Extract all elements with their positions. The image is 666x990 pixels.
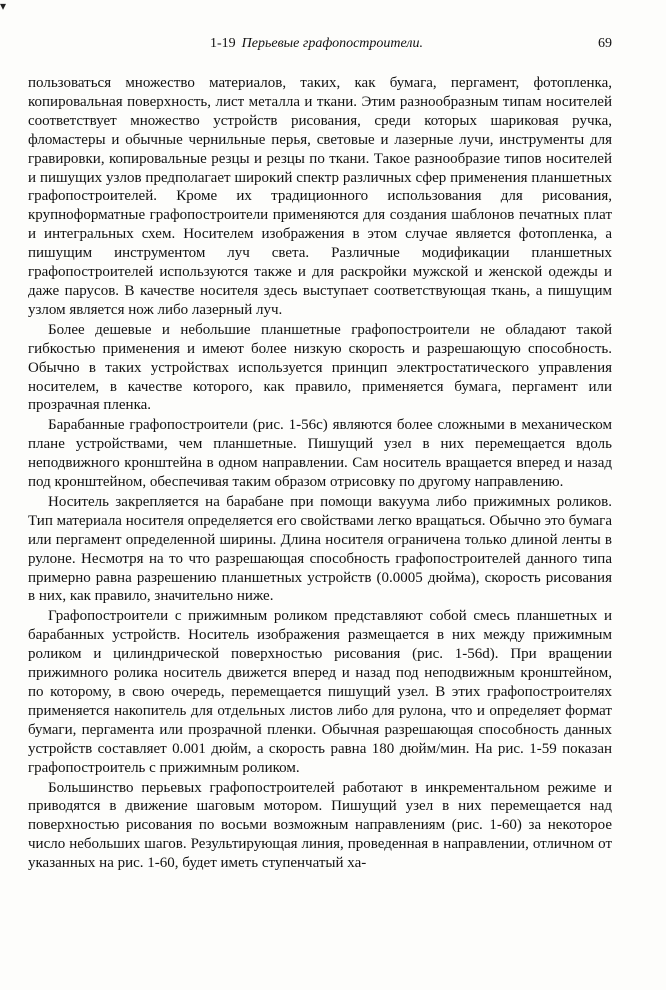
page-number: 69	[598, 36, 612, 51]
paragraph-continued: пользоваться множество материалов, таких, как бумага, пергамент, фотопленка, копировальная поверхность, лист металла и ткани. Этим разнообразным типам носителей соответствует множество устройств рисования, среди которых шариковая ручка, фломастеры и обычные чернильные перья, световые и лазерные лучи, инструменты для гравировки, копировальные резцы и резцы по ткани. Такое разнообразие типов носителей и пишущих узлов предполагает широкий спектр различных сфер применения планшетных графопостроителей. Кроме их традиционного использования для рисования, крупноформатные графопостроители применяются для создания шаблонов печатных плат и интегральных схем. Носителем изображения в этом случае является фотопленка, а пишущим инструментом луч света. Различные модификации планшетных графопостроителей используются также и для раскройки мужской и женской одежды и даже парусов. В качестве носителя здесь выступает соответствующая ткань, а пишущим узлом является нож либо лазерный луч.	[28, 75, 612, 318]
section-number: 1-19	[210, 36, 236, 51]
page-header	[28, 36, 612, 58]
paragraph: Более дешевые и небольшие планшетные графопостроители не обладают такой гибкостью применения и имеют более низкую скорость и разрешающую способность. Обычно в таких устройствах используется принцип электростатического управления носителем, в качестве которого, как правило, применяется бумага, пергамент или прозрачная пленка.	[28, 321, 612, 414]
paragraph: Носитель закрепляется на барабане при помощи вакуума либо прижимных роликов. Тип материала носителя определяется его свойствами легко вращаться. Обычно это бумага или пергамент определенной ширины. Длина носителя ограничена только длиной ленты в рулоне. Несмотря на то что разрешающая способность графопостроителей данного типа примерно равна разрешению планшетных устройств (0.0005 дюйма), скорость рисования в них, как правило, значительно ниже.	[28, 493, 612, 605]
paragraph: Графопостроители с прижимным роликом представляют собой смесь планшетных и барабанных устройств. Носитель изображения размещается в них между прижимным роликом и цилиндрической поверхностью рисования (рис. 1-56d). При вращении прижимного ролика носитель движется вперед и назад под неподвижным кронштейном, по которому, в свою очередь, перемещается пишущий узел. В этих графопостроителях применяется накопитель для отдельных листов либо для рулона, что и определяет формат бумаги, пергамента или прозрачной пленки. Обычная разрешающая способность данных устройств составляет 0.001 дюйм, а скорость равна 180 дюйм/мин. На рис. 1-59 показан графопостроитель с прижимным роликом.	[28, 608, 612, 776]
paragraph: Большинство перьевых графопостроителей работают в инкрементальном режиме и приводятся в движение шаговым мотором. Пишущий узел в них перемещается над поверхностью рисования по восьми возможным направлениям (рис. 1-60) за некоторое число небольших шагов. Результирующая линия, проведенная в направлении, отличном от указанных на рис. 1-60, будет иметь ступенчатый ха-	[28, 779, 612, 872]
corner-scan-mark: ▾	[0, 0, 7, 13]
body-text	[28, 74, 612, 974]
section-title: Перьевые графопостроители.	[241, 36, 423, 51]
paragraph: Барабанные графопостроители (рис. 1-56с) являются более сложными в механическом плане устройствами, чем планшетные. Пишущий узел в них перемещается вдоль неподвижного кронштейна в одном направлении. Сам носитель вращается вперед и назад под кронштейном, обеспечивая таким образом отрисовку по другому направлению.	[28, 417, 612, 491]
running-head	[210, 36, 423, 52]
